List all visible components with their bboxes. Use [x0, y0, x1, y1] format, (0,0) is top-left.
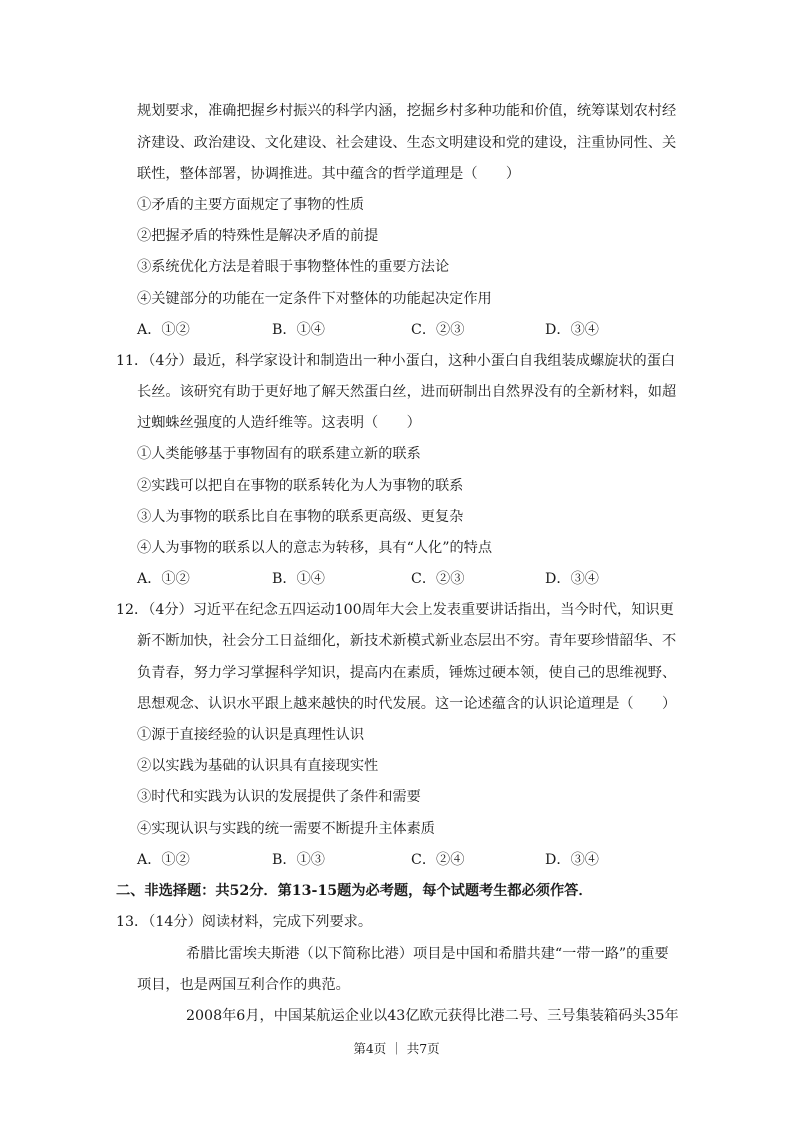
q13-material-para-1-line-2: 项目，也是两国互利合作的典范。 [137, 977, 350, 993]
q12-choice-d: D．③④ [545, 852, 599, 868]
q11-item-1: ①人类能够基于事物固有的联系建立新的联系 [137, 446, 421, 462]
q10-stem-line-1: 规划要求，准确把握乡村振兴的科学内涵，挖掘乡村多种功能和价值，统筹谋划农村经 [137, 103, 677, 119]
q11-stem-line-2: 长丝。该研究有助于更好地了解天然蛋白丝，进而研制出自然界没有的全新材料，如超 [137, 384, 677, 400]
q12-choice-a: A．①② [137, 852, 190, 868]
q10-stem-line-3: 联性，整体部署，协调推进。其中蕴含的哲学道理是（ ） [137, 166, 521, 182]
q11-stem-line-3: 过蜘蛛丝强度的人造纤维等。这表明（ ） [137, 415, 421, 431]
q12-choice-c: C．②④ [411, 852, 465, 868]
q12-choice-b: B．①③ [272, 852, 325, 868]
q10-choice-c: C．②③ [411, 322, 465, 338]
q11-choice-c: C．②③ [411, 571, 465, 587]
q10-item-1: ①矛盾的主要方面规定了事物的性质 [137, 197, 365, 213]
q11-item-2: ②实践可以把自在事物的联系转化为人为事物的联系 [137, 478, 464, 494]
q13-material-para-2-line-1: 2008年6月，中国某航运企业以43亿欧元获得比港二号、三号集装箱码头35年 [186, 1008, 679, 1024]
q11-item-3: ③人为事物的联系比自在事物的联系更高级、更复杂 [137, 509, 464, 525]
q12-item-4: ④实现认识与实践的统一需要不断提升主体素质 [137, 821, 435, 837]
q12-item-3: ③时代和实践为认识的发展提供了条件和需要 [137, 789, 421, 805]
q11-item-4: ④人为事物的联系以人的意志为转移，具有“人化”的特点 [137, 540, 493, 556]
q10-item-3: ③系统优化方法是着眼于事物整体性的重要方法论 [137, 259, 450, 275]
page-footer: 第4页 ｜ 共7页 [353, 1041, 440, 1056]
q12-stem-line-2: 新不断加快，社会分工日益细化，新技术新模式新业态层出不穷。青年要珍惜韶华、不 [137, 633, 677, 649]
q10-choice-a: A．①② [137, 322, 190, 338]
q10-stem-line-2: 济建设、政治建设、文化建设、社会建设、生态文明建设和党的建设，注重协同性、关 [137, 135, 677, 151]
q10-item-4: ④关键部分的功能在一定条件下对整体的功能起决定作用 [137, 291, 492, 307]
q12-stem-line-4: 思想观念、认识水平跟上越来越快的时代发展。这一论述蕴含的认识论道理是（ ） [137, 696, 677, 712]
section-heading: 二、非选择题：共52分．第13-15题为必考题，每个试题考生都必须作答． [116, 883, 593, 899]
q12-stem-line-3: 负青春，努力学习掌握科学知识，提高内在素质，锤炼过硬本领，使自己的思维视野、 [137, 665, 677, 681]
q11-choice-a: A．①② [137, 571, 190, 587]
q10-choice-b: B．①④ [272, 322, 325, 338]
q12-item-1: ①源于直接经验的认识是真理性认识 [137, 727, 365, 743]
q12-stem-line-1: 12．（4分）习近平在纪念五四运动100周年大会上发表重要讲话指出，当今时代，知识更 [116, 602, 674, 618]
q13-material-para-1-line-1: 希腊比雷埃夫斯港（以下简称比港）项目是中国和希腊共建“一带一路”的重要 [186, 946, 669, 962]
q11-choice-d: D．③④ [545, 571, 599, 587]
q11-stem-line-1: 11．（4分）最近，科学家设计和制造出一种小蛋白，这种小蛋白自我组装成螺旋状的蛋白 [116, 353, 676, 369]
q10-item-2: ②把握矛盾的特殊性是解决矛盾的前提 [137, 228, 379, 244]
q13-header: 13．（14分）阅读材料，完成下列要求。 [116, 914, 373, 930]
q10-choice-d: D．③④ [545, 322, 599, 338]
q11-choice-b: B．①④ [272, 571, 325, 587]
q12-item-2: ②以实践为基础的认识具有直接现实性 [137, 758, 379, 774]
